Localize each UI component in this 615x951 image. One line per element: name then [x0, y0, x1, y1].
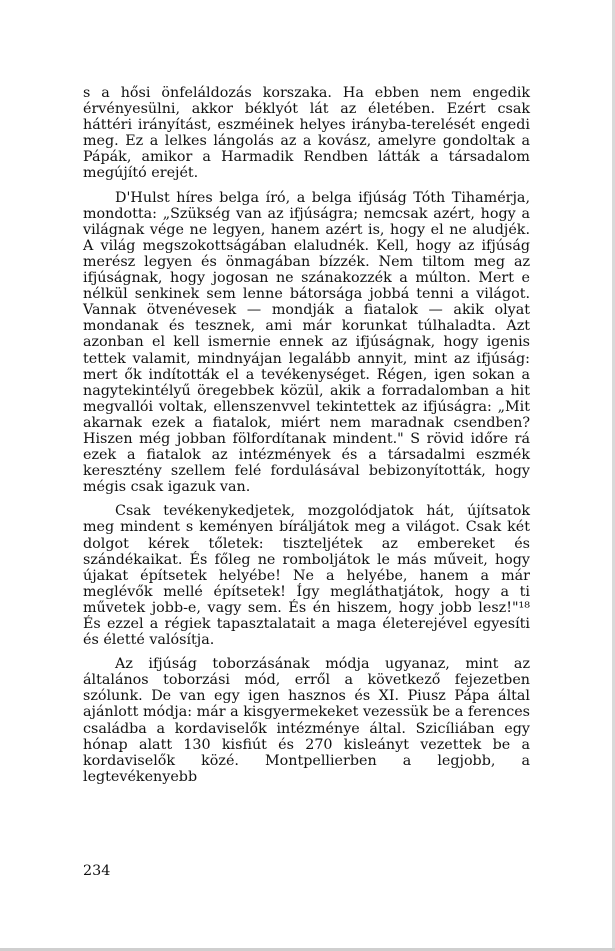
page-number: 234	[83, 863, 111, 879]
paragraph: Az ifjúság toborzásának módja ugyanaz, mint az általános toborzási mód, erről a következő fejezetben szólunk. De van egy igen hasznos és XI. Piusz Pápa által ajánlott módja: már a kisgyermekeket vezessük be a ferences családba a kordaviselők intézménye által. Szicíliában egy hónap alatt 130 kisfiút és 270 kisleányt vezettek be a kordaviselők közé. Montpellierben a legjobb, a legtevékenyebb	[83, 656, 530, 785]
page-body	[83, 85, 530, 785]
paragraph: Csak tevékenykedjetek, mozgolódjatok hát, újítsatok meg mindent s keményen bíráljátok meg a világot. Csak két dolgot kérek tőletek: tiszteljétek az embereket és szándékaikat. És főleg ne romboljátok le más műveit, hogy újakat építsetek helyébe! Ne a helyébe, hanem a már meglévők mellé építsetek! Így megláthatjátok, hogy a ti művetek jobb-e, vagy sem. És én hiszem, hogy jobb lesz!"¹⁸ És ezzel a régiek tapasztalatait a maga életerejével egyesíti és életté valósítja.	[83, 503, 530, 649]
paragraph: D'Hulst híres belga író, a belga ifjúság Tóth Tihamérja, mondotta: „Szükség van az ifjúságra; nemcsak azért, hogy a világnak vége ne legyen, hanem azért is, hogy el ne aludjék. A világ megszokottságában elaludnék. Kell, hogy az ifjúság merész legyen és önmagában bízzék. Nem tiltom meg az ifjúságnak, hogy jogosan ne szánakozzék a múlton. Mert e nélkül senkinek sem lenne bátorsága jobbá tenni a világot. Vannak ötvenévesek — mondják a fiatalok — akik olyat mondanak és tesznek, ami már korunkat túlhaladta. Azt azonban el kell ismernie ennek az ifjúságnak, hogy igenis tettek valamit, mindnyájan legalább annyit, mint az ifjúság: mert ők indították el a tevékenységet. Régen, igen sokan a nagytekintélyű öregebbek közül, akik a forradalomban a hit megvallói voltak, ellenszenvvel tekintettek az ifjúságra: „Mit akarnak ezek a fiatalok, miért nem maradnak csendben? Hiszen még jobban fölfordítanak mindent." S rövid időre rá ezek a fiatalok az intézmények és a társadalmi eszmék keresztény szellem felé fordulásával bebizonyították, hogy mégis csak igazuk van.	[83, 189, 530, 496]
paragraph: s a hősi önfeláldozás korszaka. Ha ebben nem engedik érvényesülni, akkor béklyót lát az életében. Ezért csak háttéri irányítást, eszméinek helyes irányba-terelését engedi meg. Ez a lelkes lángolás az a kovász, amelyre gondoltak a Pápák, amikor a Harmadik Rendben látták a társadalom megújító erejét.	[83, 85, 530, 182]
